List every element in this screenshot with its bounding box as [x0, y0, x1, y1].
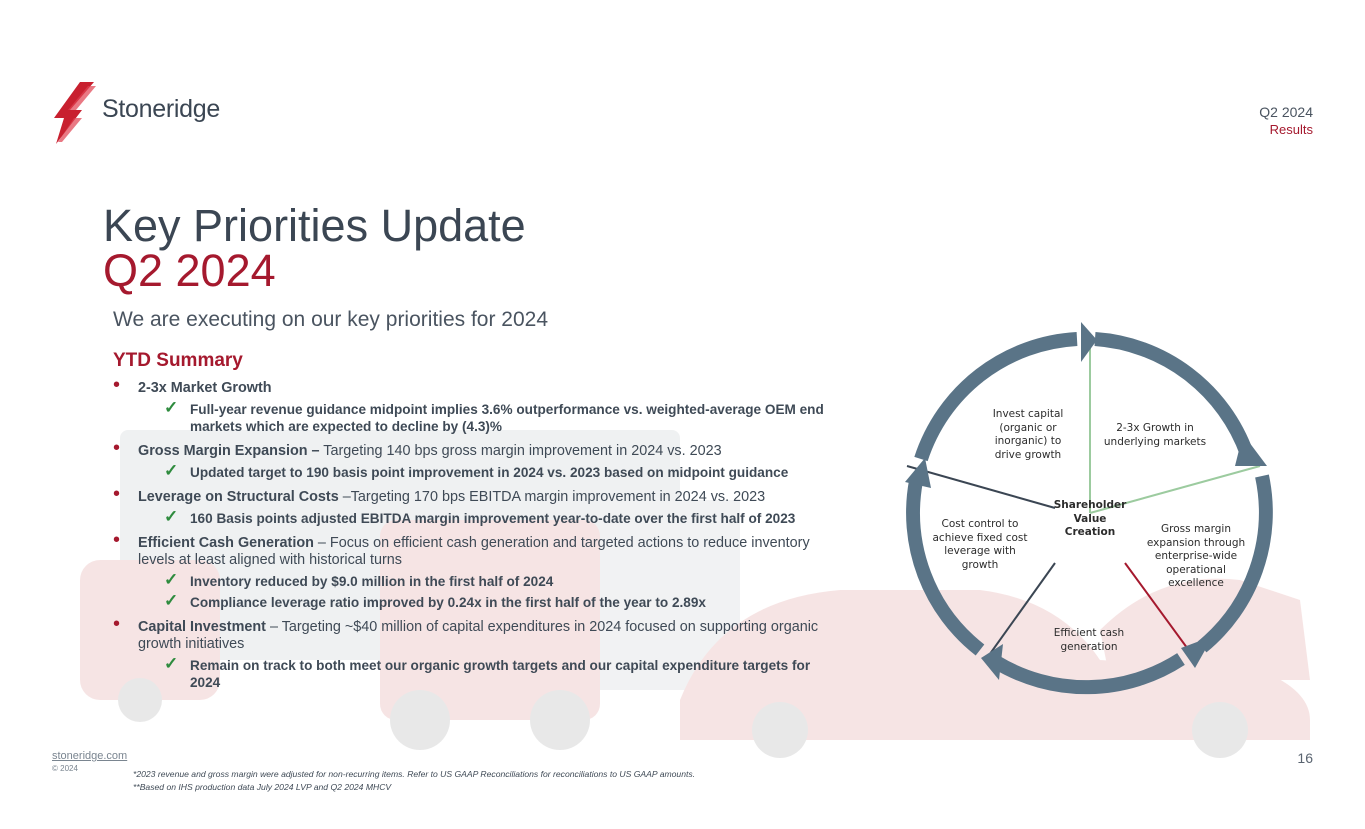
diagram-center-label: Shareholder Value Creation — [1053, 499, 1127, 538]
check-text: Updated target to 190 basis point improvement in 2024 vs. 2023 based on midpoint guidance — [190, 465, 789, 480]
priority-title: Leverage on Structural Costs — [138, 489, 339, 505]
segment-cost-control: Cost control to achieve fixed cost leverage with growth — [932, 518, 1028, 571]
priority-title: Capital Investment — [138, 619, 266, 635]
check-text: Full-year revenue guidance midpoint implies 3.6% outperformance vs. weighted-average OEM end markets which are expected to decline by (4.3)% — [190, 402, 824, 434]
checkmark-icon: ✓ — [164, 654, 179, 673]
check-text: 160 Basis points adjusted EBITDA margin improvement year-to-date over the first half of 2023 — [190, 511, 796, 526]
checkmark-icon: ✓ — [164, 591, 179, 610]
footnotes — [133, 768, 695, 794]
priority-text: Targeting 140 bps gross margin improvement in 2024 vs. 2023 — [319, 443, 722, 459]
check-text: Compliance leverage ratio improved by 0.24x in the first half of the year to 2.89x — [190, 595, 706, 610]
ytd-heading: YTD Summary — [113, 350, 243, 371]
priority-title: Gross Margin Expansion – — [138, 443, 320, 459]
checkmark-icon: ✓ — [164, 461, 179, 480]
ytd-summary — [113, 350, 843, 691]
priority-text: – Targeting ~$40 million of capital expenditures in 2024 focused on supporting organic growth initiatives — [138, 619, 819, 652]
footnote-2: **Based on IHS production data July 2024 LVP and Q2 2024 MHCV — [133, 782, 392, 792]
page-title: Key Priorities Update — [103, 200, 526, 251]
priority-title: 2-3x Market Growth — [138, 380, 272, 396]
check-item — [113, 591, 843, 611]
period-results: Results — [1269, 122, 1313, 137]
check-item — [113, 570, 843, 590]
priority-item — [113, 437, 843, 460]
priority-title: Efficient Cash Generation — [138, 535, 314, 551]
logo-wordmark: Stoneridge — [102, 95, 220, 123]
check-text: Inventory reduced by $9.0 million in the first half of 2024 — [190, 574, 554, 589]
segment-market-growth: 2-3x Growth in underlying markets — [1103, 422, 1207, 448]
segment-invest-capital: Invest capital (organic or inorganic) to drive growth — [992, 408, 1064, 461]
intro-text: We are executing on our key priorities for 2024 — [113, 308, 549, 331]
checkmark-icon: ✓ — [164, 507, 179, 526]
priority-item — [113, 613, 843, 653]
bullet-icon: • — [113, 374, 121, 396]
checkmark-icon: ✓ — [164, 570, 179, 589]
priority-item — [113, 529, 843, 569]
page-subtitle: Q2 2024 — [103, 245, 276, 296]
check-item — [113, 507, 843, 527]
period-label — [1259, 104, 1313, 138]
value-creation-diagram — [895, 318, 1285, 708]
segment-cash-generation: Efficient cash generation — [1053, 627, 1125, 653]
priority-item — [113, 483, 843, 506]
check-item — [113, 398, 843, 435]
checkmark-icon: ✓ — [164, 398, 179, 417]
website-link[interactable]: stoneridge.com — [52, 750, 128, 762]
priority-text: – Focus on efficient cash generation and targeted actions to reduce inventory levels at least aligned with historical turns — [138, 535, 810, 568]
copyright-text: © 2024 — [52, 764, 78, 773]
bullet-icon: • — [113, 613, 121, 635]
bullet-icon: • — [113, 529, 121, 551]
segment-gross-margin: Gross margin expansion through enterprise-wide operational excellence — [1146, 523, 1246, 589]
page-number: 16 — [1297, 750, 1313, 766]
priority-text: –Targeting 170 bps EBITDA margin improvement in 2024 vs. 2023 — [338, 489, 766, 505]
bullet-icon: • — [113, 483, 121, 505]
footnote-1: *2023 revenue and gross margin were adjusted for non-recurring items. Refer to US GAAP Reconciliations for reconciliations to US GAAP amounts. — [133, 769, 696, 779]
check-item — [113, 461, 843, 481]
priority-item — [113, 374, 843, 397]
bullet-icon: • — [113, 437, 121, 459]
period-quarter: Q2 2024 — [1259, 104, 1313, 120]
check-text: Remain on track to both meet our organic growth targets and our capital expenditure targets for 2024 — [190, 658, 811, 690]
check-item — [113, 654, 843, 691]
